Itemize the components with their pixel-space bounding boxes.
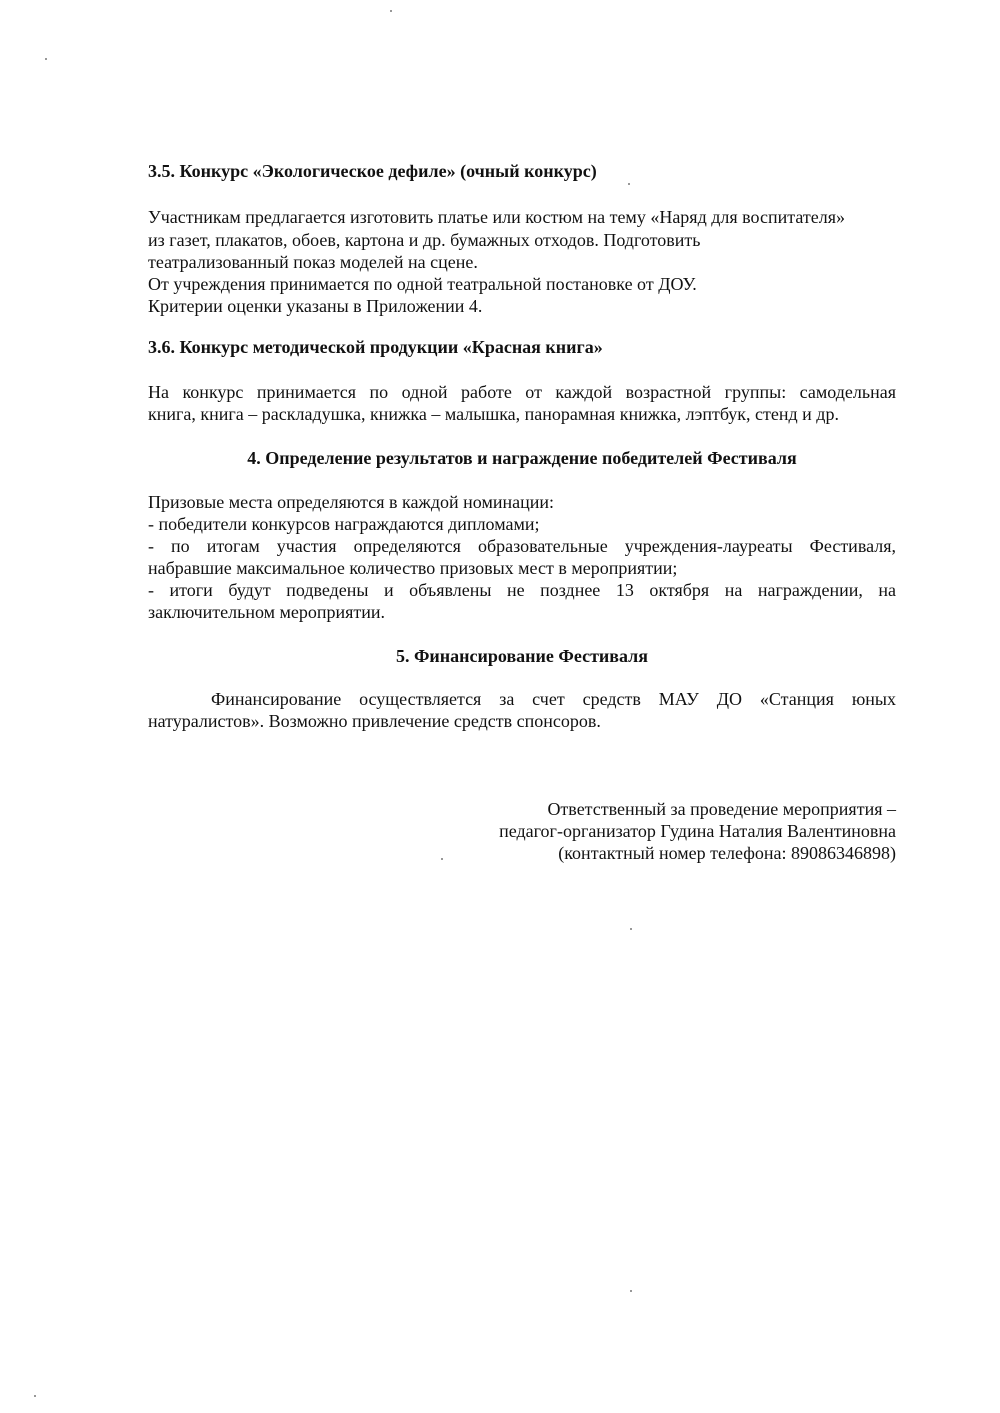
section-4-heading: 4. Определение результатов и награждение победителей Фестиваля xyxy=(247,448,797,468)
scan-speck xyxy=(34,1395,36,1397)
signature-line-2: педагог-организатор Гудина Наталия Валентиновна xyxy=(499,821,896,841)
section-3-5-line-5: Критерии оценки указаны в Приложении 4. xyxy=(148,296,483,316)
scan-speck xyxy=(45,58,47,60)
section-4-line-2: - победители конкурсов награждаются дипломами; xyxy=(148,514,540,534)
section-4-line-6: заключительном мероприятии. xyxy=(148,602,386,622)
section-3-5-heading: 3.5. Конкурс «Экологическое дефиле» (очный конкурс) xyxy=(148,161,597,181)
section-4-line-5: - итоги будут подведены и объявлены не позднее 13 октября на награждении, на xyxy=(148,580,896,600)
section-5-line-1: Финансирование осуществляется за счет средств МАУ ДО «Станция юных xyxy=(211,689,896,709)
section-4-line-3: - по итогам участия определяются образовательные учреждения-лауреаты Фестиваля, xyxy=(148,536,896,556)
section-3-6-line-2: книга, книга – раскладушка, книжка – малышка, панорамная книжка, лэптбук, стенд и др. xyxy=(148,404,839,424)
scan-speck xyxy=(390,10,392,12)
section-3-5-line-3: театрализованный показ моделей на сцене. xyxy=(148,252,478,272)
section-4-line-1: Призовые места определяются в каждой номинации: xyxy=(148,492,554,512)
section-3-6-heading: 3.6. Конкурс методической продукции «Красная книга» xyxy=(148,337,603,357)
scan-speck xyxy=(441,858,443,860)
section-5-heading: 5. Финансирование Фестиваля xyxy=(395,646,649,666)
scan-speck xyxy=(628,183,630,185)
section-3-5-line-1: Участникам предлагается изготовить платье или костюм на тему «Наряд для воспитателя» xyxy=(148,207,845,227)
signature-line-3: (контактный номер телефона: 89086346898) xyxy=(558,843,896,863)
scan-speck xyxy=(630,1290,632,1292)
section-4-line-4: набравшие максимальное количество призовых мест в мероприятии; xyxy=(148,558,678,578)
section-5-line-2: натуралистов». Возможно привлечение средств спонсоров. xyxy=(148,711,601,731)
section-3-5-line-4: От учреждения принимается по одной театральной постановке от ДОУ. xyxy=(148,274,697,294)
section-3-5-line-2: из газет, плакатов, обоев, картона и др. бумажных отходов. Подготовить xyxy=(148,230,701,250)
section-3-6-line-1: На конкурс принимается по одной работе от каждой возрастной группы: самодельная xyxy=(148,382,896,402)
scan-speck xyxy=(630,928,632,930)
signature-line-1: Ответственный за проведение мероприятия – xyxy=(547,799,896,819)
